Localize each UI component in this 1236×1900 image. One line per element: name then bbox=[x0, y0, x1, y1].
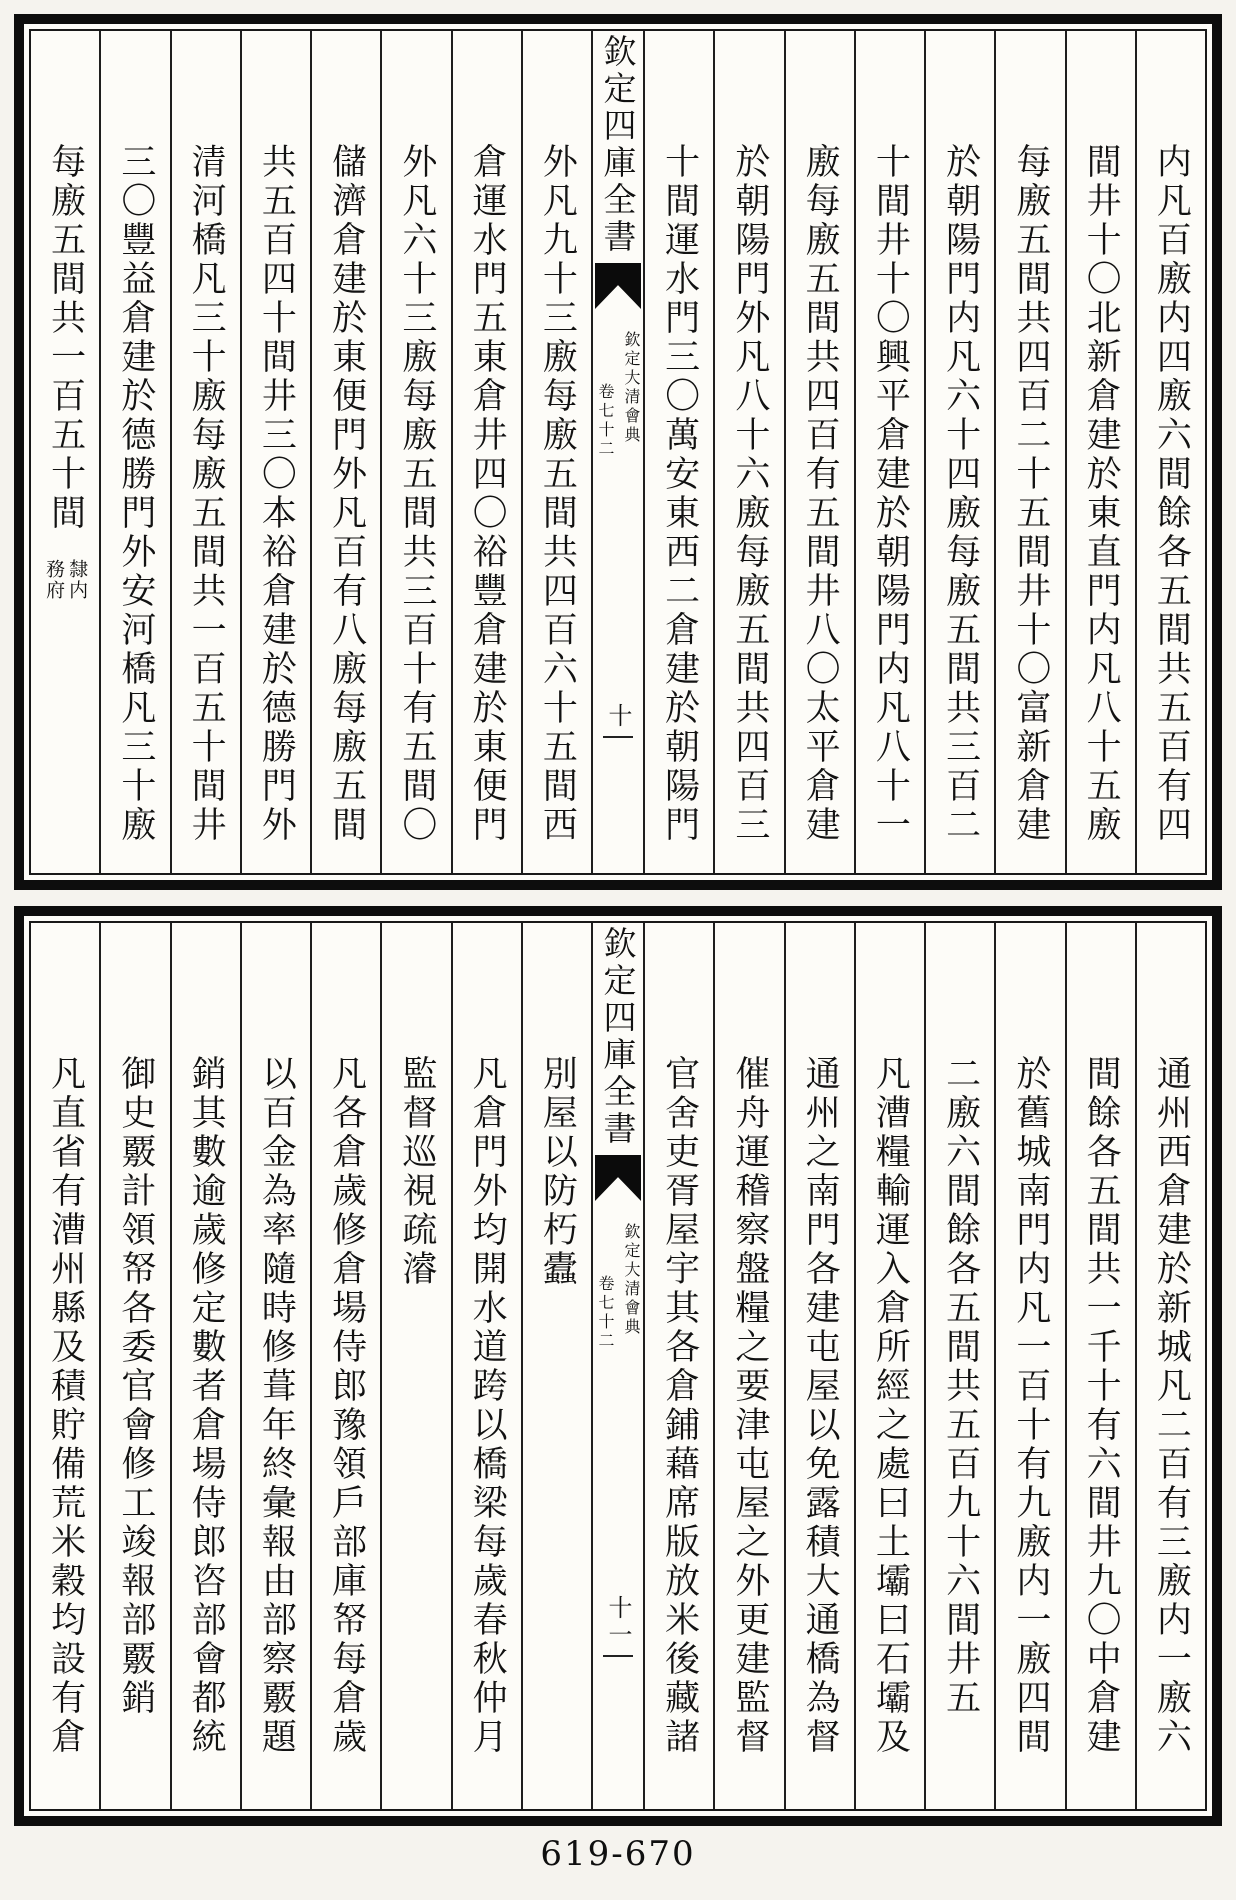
page-number-divider bbox=[603, 736, 633, 738]
text-column bbox=[643, 31, 713, 873]
text-column bbox=[521, 31, 591, 873]
column-text: 十間運水門三〇萬安東西二倉建於朝陽門 bbox=[659, 143, 700, 845]
page-number-text: 十 bbox=[604, 703, 632, 730]
text-column bbox=[994, 31, 1064, 873]
column-text: 間井十〇北新倉建於東直門内凡八十五廒 bbox=[1081, 143, 1122, 845]
text-column bbox=[451, 923, 521, 1809]
spine-page-number bbox=[593, 703, 643, 738]
column-text: 監督巡視疏濬 bbox=[396, 1055, 437, 1289]
spine-column bbox=[591, 31, 643, 873]
text-column bbox=[240, 31, 310, 873]
spine-title: 欽定四庫全書 bbox=[598, 926, 638, 1148]
column-text: 於舊城南門内凡一百十有九廒内一廒四間 bbox=[1010, 1055, 1051, 1757]
column-text: 清河橋凡三十廒每廒五間共一百五十間井 bbox=[186, 143, 227, 845]
text-column bbox=[924, 923, 994, 1809]
text-column bbox=[1065, 31, 1135, 873]
column-text: 十間井十〇興平倉建於朝陽門内凡八十一 bbox=[870, 143, 911, 845]
column-text: 二廒六間餘各五間共五百九十六間井五 bbox=[940, 1055, 981, 1718]
column-text: 以百金為率隨時修葺年終彙報由部察覈題 bbox=[256, 1055, 297, 1757]
column-text: 每廒五間共四百二十五間井十〇富新倉建 bbox=[1010, 143, 1051, 845]
annotation-text: 務府 bbox=[43, 559, 66, 601]
column-text: 共五百四十間井三〇本裕倉建於德勝門外 bbox=[256, 143, 297, 845]
text-column bbox=[784, 31, 854, 873]
text-column bbox=[713, 923, 783, 1809]
column-text: 別屋以防朽蠹 bbox=[537, 1055, 578, 1289]
column-text: 通州西倉建於新城凡二百有三廒内一廒六 bbox=[1151, 1055, 1192, 1757]
spine-page-number bbox=[593, 1595, 643, 1657]
text-column bbox=[310, 923, 380, 1809]
column-text: 廒每廒五間共四百有五間井八〇太平倉建 bbox=[800, 143, 841, 845]
column-text: 内凡百廒内四廒六間餘各五間共五百有四 bbox=[1151, 143, 1192, 845]
column-text: 銷其數逾歲修定數者倉場侍郎咨部會都統 bbox=[186, 1055, 227, 1757]
spine-chapter-label: 卷七十二 bbox=[596, 1275, 615, 1351]
text-column bbox=[784, 923, 854, 1809]
text-column bbox=[643, 923, 713, 1809]
text-column bbox=[854, 31, 924, 873]
fishtail-ornament-icon bbox=[595, 263, 641, 309]
spine-column bbox=[591, 923, 643, 1809]
column-text: 御史覈計領帑各委官會修工竣報部覈銷 bbox=[115, 1055, 156, 1718]
spine-work-title: 欽定大清會典 bbox=[622, 1223, 641, 1337]
text-column bbox=[240, 923, 310, 1809]
page-number-divider bbox=[603, 1655, 633, 1657]
column-text: 凡漕糧輸運入倉所經之處曰土壩曰石壩及 bbox=[870, 1055, 911, 1757]
column-text: 三〇豐益倉建於德勝門外安河橋凡三十廒 bbox=[115, 143, 156, 845]
text-column bbox=[170, 31, 240, 873]
spine-work-title: 欽定大清會典 bbox=[622, 331, 641, 445]
text-column bbox=[521, 923, 591, 1809]
folio-page-label: 619-670 bbox=[540, 1834, 696, 1874]
column-text: 凡直省有漕州縣及積貯備荒米穀均設有倉 bbox=[45, 1055, 86, 1757]
column-text: 凡倉門外均開水道跨以橋梁每歲春秋仲月 bbox=[467, 1055, 508, 1757]
text-column bbox=[1135, 31, 1205, 873]
column-text: 每廒五間共一百五十間 bbox=[45, 143, 86, 533]
column-text: 凡各倉歲修倉場侍郎豫領戶部庫帑每倉歲 bbox=[326, 1055, 367, 1757]
text-column bbox=[994, 923, 1064, 1809]
column-text: 外凡九十三廒每廒五間共四百六十五間西 bbox=[537, 143, 578, 845]
folio-block-bottom bbox=[14, 906, 1222, 1826]
text-column bbox=[99, 31, 169, 873]
column-text: 通州之南門各建屯屋以免露積大通橋為督 bbox=[800, 1055, 841, 1757]
text-column bbox=[380, 31, 450, 873]
text-column bbox=[924, 31, 994, 873]
column-text: 於朝陽門外凡八十六廒每廒五間共四百三 bbox=[729, 143, 770, 845]
column-text: 倉運水門五東倉井四〇裕豐倉建於東便門 bbox=[467, 143, 508, 845]
annotation-text: 隸内 bbox=[66, 559, 89, 601]
text-column bbox=[170, 923, 240, 1809]
column-text: 催舟運稽察盤糧之要津屯屋之外更建監督 bbox=[729, 1055, 770, 1757]
folio-block-top bbox=[14, 14, 1222, 890]
fishtail-ornament-icon bbox=[595, 1155, 641, 1201]
column-text: 儲濟倉建於東便門外凡百有八廒每廒五間 bbox=[326, 143, 367, 845]
spine-title: 欽定四庫全書 bbox=[598, 34, 638, 256]
inline-annotation bbox=[43, 559, 89, 601]
text-column bbox=[713, 31, 783, 873]
column-text: 外凡六十三廒每廒五間共三百十有五間〇 bbox=[396, 143, 437, 845]
text-frame bbox=[29, 29, 1207, 875]
text-column bbox=[31, 923, 99, 1809]
spine-chapter-label: 卷七十二 bbox=[596, 383, 615, 459]
text-column bbox=[99, 923, 169, 1809]
text-column bbox=[1135, 923, 1205, 1809]
column-text: 於朝陽門内凡六十四廒每廒五間共三百二 bbox=[940, 143, 981, 845]
text-column bbox=[31, 31, 99, 873]
text-frame bbox=[29, 921, 1207, 1811]
column-text: 間餘各五間共一千十有六間井九〇中倉建 bbox=[1081, 1055, 1122, 1757]
text-column bbox=[854, 923, 924, 1809]
text-column bbox=[1065, 923, 1135, 1809]
text-column bbox=[380, 923, 450, 1809]
text-column bbox=[451, 31, 521, 873]
text-column bbox=[310, 31, 380, 873]
page-number-text: 十一 bbox=[604, 1595, 632, 1649]
column-text: 官舍吏胥屋宇其各倉鋪藉席版放米後藏諸 bbox=[659, 1055, 700, 1757]
